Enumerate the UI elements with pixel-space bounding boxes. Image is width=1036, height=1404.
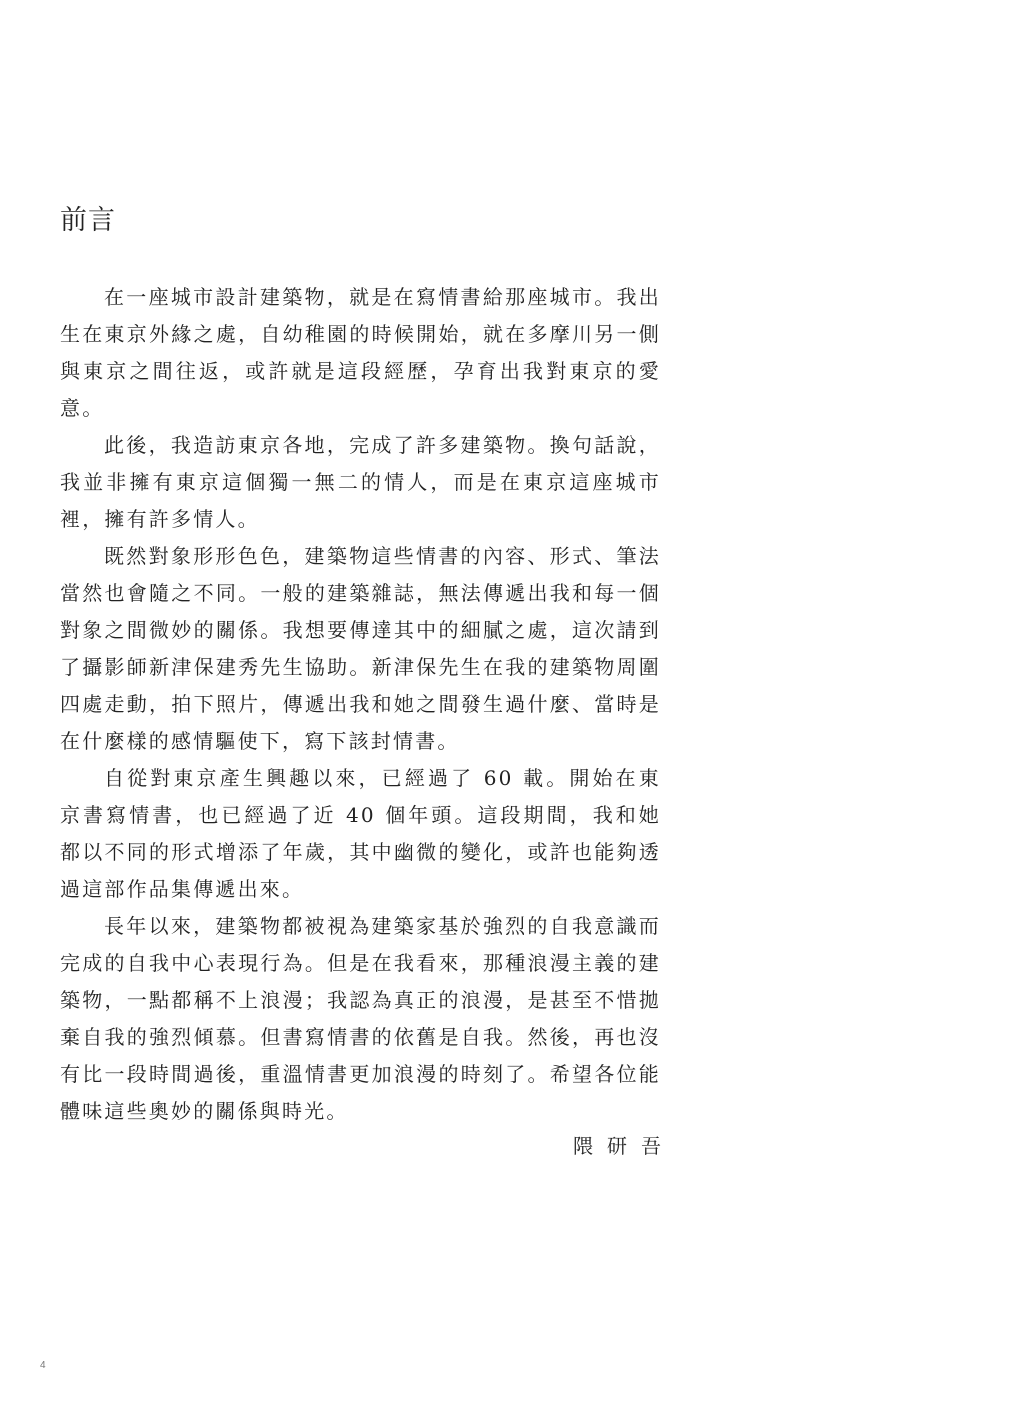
page-number: 4 (40, 1360, 46, 1371)
paragraph-3: 既然對象形形色色，建築物這些情書的內容、形式、筆法當然也會隨之不同。一般的建築雜誌，無法傳遞出我和每一個對象之間微妙的關係。我想要傳達其中的細膩之處，這次請到了攝影師新津保建秀先生協助。新津保先生在我的建築物周圍四處走動，拍下照片，傳遞出我和她之間發生過什麼、當時是在什麼樣的感情驅使下，寫下該封情書。 (60, 544, 661, 753)
signature-char-2: 研 (607, 1134, 627, 1158)
paragraph-1: 在一座城市設計建築物，就是在寫情書給那座城市。我出生在東京外緣之處，自幼稚園的時候開始，就在多摩川另一側與東京之間往返，或許就是這段經歷，孕育出我對東京的愛意。 (60, 285, 661, 420)
page-title: 前言 (60, 205, 116, 236)
paragraph-2: 此後，我造訪東京各地，完成了許多建築物。換句話說，我並非擁有東京這個獨一無二的情人，而是在東京這座城市裡，擁有許多情人。 (60, 433, 661, 531)
paragraph-4: 自從對東京產生興趣以來，已經過了 60 載。開始在東京書寫情書，也已經過了近 40 個年頭。這段期間，我和她都以不同的形式增添了年歲，其中幽微的變化，或許也能夠透過這部作品集傳遞出來。 (60, 766, 661, 901)
preface-body (60, 279, 661, 1130)
paragraph-5: 長年以來，建築物都被視為建築家基於強烈的自我意識而完成的自我中心表現行為。但是在我看來，那種浪漫主義的建築物，一點都稱不上浪漫；我認為真正的浪漫，是甚至不惜拋棄自我的強烈傾慕。但書寫情書的依舊是自我。然後，再也沒有比一段時間過後，重溫情書更加浪漫的時刻了。希望各位能體味這些奧妙的關係與時光。 (60, 914, 661, 1123)
signature-char-3: 吾 (641, 1134, 661, 1158)
signature-char-1: 隈 (573, 1134, 593, 1158)
author-signature (60, 1128, 661, 1165)
